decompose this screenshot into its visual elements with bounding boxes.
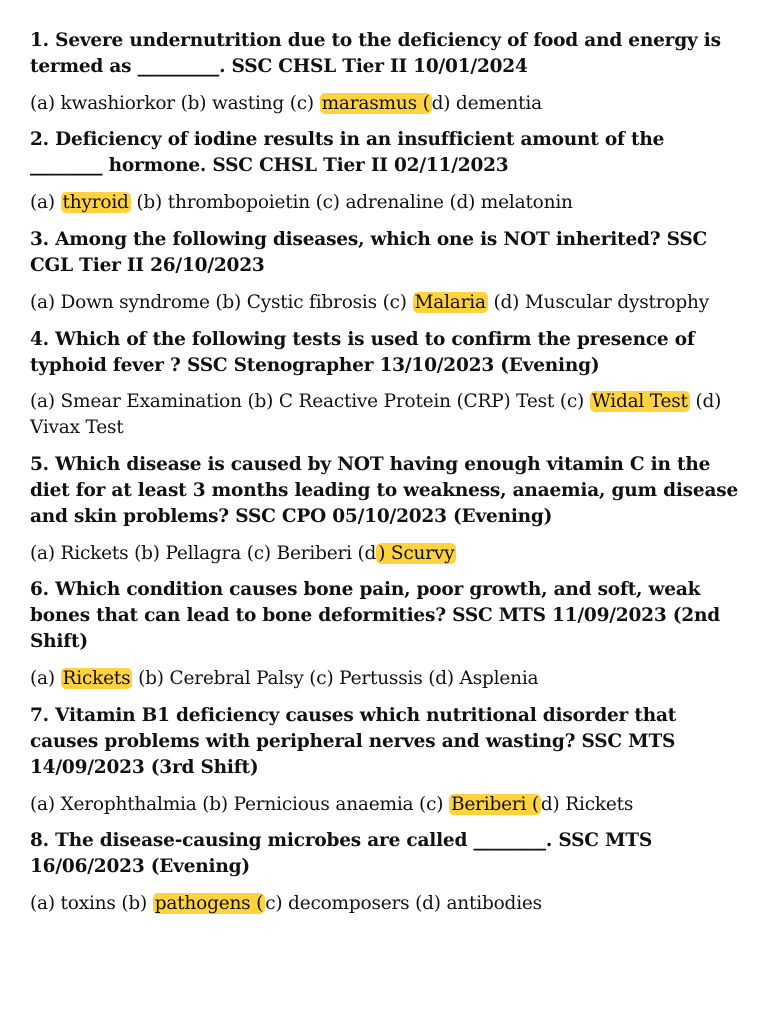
highlighted-answer: Widal Test	[591, 391, 688, 412]
option-text: (a) Down syndrome (b) Cystic fibrosis (c)	[30, 292, 413, 313]
option-text: (a) Xerophthalmia (b) Pernicious anaemia (c)	[30, 794, 449, 815]
highlighted-answer: ) Scurvy	[378, 543, 455, 564]
question-2: 2. Deficiency of iodine results in an insufficient amount of the ________ hormone. SSC CHSL Tier II 02/11/2023	[30, 129, 665, 176]
question-1: 1. Severe undernutrition due to the deficiency of food and energy is termed as _________. SSC CHSL Tier II 10/01/2024	[30, 30, 721, 77]
options-5	[30, 541, 742, 567]
options-6	[30, 666, 742, 692]
highlighted-answer: marasmus (	[321, 93, 430, 114]
options-1	[30, 91, 742, 117]
option-text: (d) Vivax Test	[30, 391, 722, 438]
options-8	[30, 891, 742, 917]
option-text: c) decomposers (d) antibodies	[265, 893, 542, 914]
options-3	[30, 290, 742, 316]
option-text: (a) kwashiorkor (b) wasting (c)	[30, 93, 320, 114]
option-text: (d) Muscular dystrophy	[487, 292, 709, 313]
question-6: 6. Which condition causes bone pain, poor growth, and soft, weak bones that can lead to bone deformities? SSC MTS 11/09/2023 (2nd Shift)	[30, 579, 720, 652]
option-text: (a)	[30, 192, 61, 213]
options-7	[30, 792, 742, 818]
option-text: (a) toxins (b)	[30, 893, 153, 914]
question-3: 3. Among the following diseases, which one is NOT inherited? SSC CGL Tier II 26/10/2023	[30, 229, 708, 276]
question-8: 8. The disease-causing microbes are called ________. SSC MTS 16/06/2023 (Evening)	[30, 830, 653, 877]
question-7: 7. Vitamin B1 deficiency causes which nutritional disorder that causes problems with peripheral nerves and wasting? SSC MTS 14/09/2023 (3rd Shift)	[30, 705, 677, 778]
question-4: 4. Which of the following tests is used to confirm the presence of typhoid fever ? SSC Stenographer 13/10/2023 (Evening)	[30, 329, 695, 376]
option-text: d) dementia	[431, 93, 542, 114]
highlighted-answer: Beriberi (	[450, 794, 539, 815]
options-4	[30, 389, 742, 441]
question-5: 5. Which disease is caused by NOT having enough vitamin C in the diet for at least 3 months leading to weakness, anaemia, gum disease and skin problems? SSC CPO 05/10/2023 (Evening)	[30, 454, 739, 527]
option-text: (b) Cerebral Palsy (c) Pertussis (d) Asplenia	[132, 668, 539, 689]
option-text: (a) Rickets (b) Pellagra (c) Beriberi (d	[30, 543, 377, 564]
highlighted-answer: thyroid	[62, 192, 129, 213]
highlighted-answer: Malaria	[414, 292, 486, 313]
option-text: (a)	[30, 668, 61, 689]
option-text: (b) thrombopoietin (c) adrenaline (d) melatonin	[130, 192, 573, 213]
highlighted-answer: pathogens (	[154, 893, 264, 914]
option-text: d) Rickets	[540, 794, 634, 815]
highlighted-answer: Rickets	[62, 668, 131, 689]
options-2	[30, 190, 742, 216]
option-text: (a) Smear Examination (b) C Reactive Protein (CRP) Test (c)	[30, 391, 590, 412]
